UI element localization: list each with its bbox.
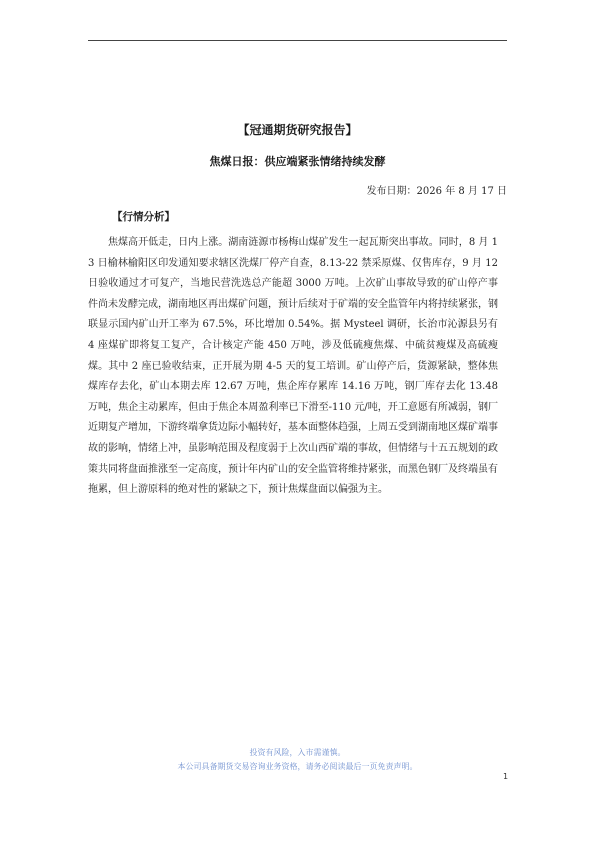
- report-subtitle: 焦煤日报：供应端紧张情绪持续发酵: [209, 155, 386, 168]
- report-title: 【冠通期货研究报告】: [237, 123, 358, 137]
- section-heading: 【行情分析】: [112, 211, 175, 223]
- page-number: 1: [503, 772, 509, 781]
- header-divider: [88, 40, 507, 41]
- body-paragraph: 焦煤高开低走，日内上涨。湖南涟源市杨梅山煤矿发生一起瓦斯突出事故。同时，8 月 13 日榆林榆阳区印发通知要求辖区洗煤厂停产自查，8.13-22 禁采原煤、仅售库存，9 月 12 日验收通过才可复产，当地民营洗选总产能超 3000 万吨。上次矿山事故导致的矿山停产事件尚未发酵完成，湖南地区再出煤矿问题，预计后续对于矿端的安全监管年内将持续紧张，钢联显示国内矿山开工率为 67.5%，环比增加 0.54%。据 Mysteel 调研，长治市沁源县另有 4 座煤矿即将复工复产，合计核定产能 450 万吨，涉及低硫瘦焦煤、中硫贫瘦煤及高硫瘦煤。其中 2 座已验收结束，正开展为期 4-5 天的复工培训。矿山停产后，货源紧缺，整体焦煤库存去化，矿山本期去库 12.67 万吨，焦企库存累库 14.16 万吨，钢厂库存去化 13.48 万吨，焦企主动累库，但由于焦企本周盈利率已下滑至-110 元/吨，开工意愿有所减弱，钢厂近期复产增加，下游终端拿货边际小幅转好，基本面整体趋强，上周五受到湖南地区煤矿端事故的影响，情绪上冲，虽影响范围及程度弱于上次山西矿端的事故，但情绪与十五五规划的政策共同将盘面推涨至一定高度，预计年内矿山的安全监管将维持紧张，而黑色钢厂及终端虽有拖累，但上游原料的绝对性的紧缺之下，预计焦煤盘面以偏强为主。: [88, 237, 498, 496]
- footer-risk-notice: 投资有风险，入市需谨慎。: [249, 748, 346, 757]
- footer-disclaimer: 本公司具备期货交易咨询业务资格，请务必阅读最后一页免责声明。: [177, 762, 418, 771]
- publish-date: 发布日期：2026 年 8 月 17 日: [366, 186, 507, 197]
